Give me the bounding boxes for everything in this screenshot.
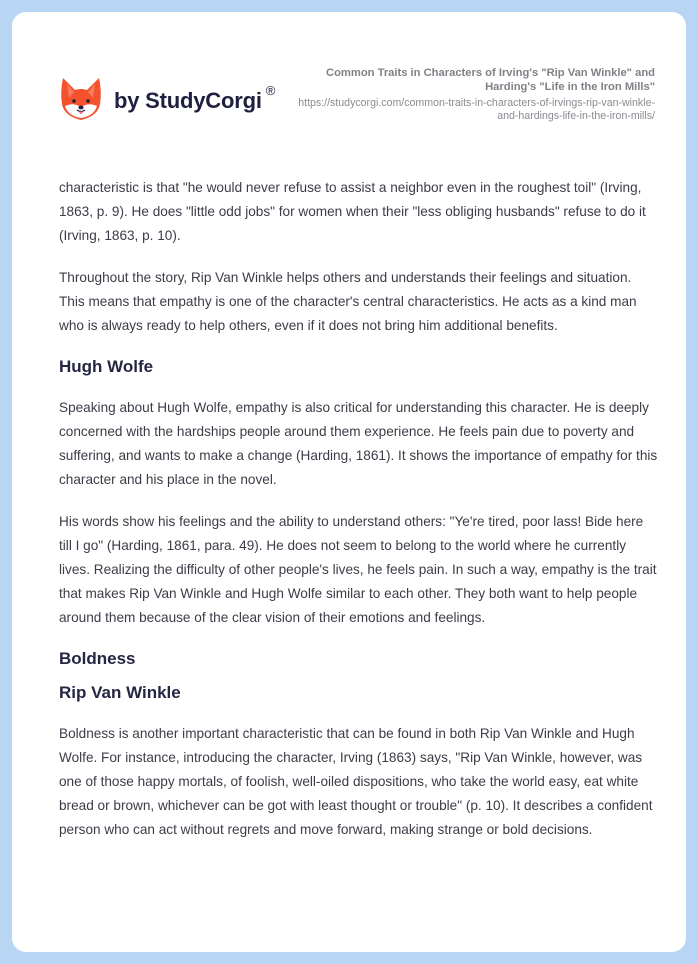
paragraph: Speaking about Hugh Wolfe, empathy is also critical for understanding this character. He is deeply concerned with the hardships people around them experience. He feels pain due to poverty and suffering, and wants to make a change (Harding, 1861). It shows the importance of empathy for this character and his place in the novel. [59,400,658,487]
paragraph: Throughout the story, Rip Van Winkle helps others and understands their feelings and situation. This means that empathy is one of the character's central characteristics. He acts as a kind man who is always ready to help others, even if it does not bring him additional benefits. [59,270,637,333]
document-meta [295,66,655,123]
section-heading-hugh-wolfe: Hugh Wolfe [59,357,154,376]
registered-mark: ® [265,82,276,98]
paragraph: characteristic is that "he would never refuse to assist a neighbor even in the roughest toil" (Irving, 1863, p. 9). He does "little odd jobs" for women when their "less obliging husbands" refuse to do it (Irving, 1863, p. 10). [59,180,646,243]
document-header [12,12,686,162]
document-body [59,176,659,860]
paragraph: Boldness is another important characteristic that can be found in both Rip Van Winkle and Hugh Wolfe. For instance, introducing the character, Irving (1863) says, "Rip Van Winkle, however, was one of those happy mortals, of foolish, well-oiled dispositions, who take the world easy, eat white bread or brown, whichever can be got with least thought or trouble" (p. 10). It describes a confident person who can act without regrets and move forward, making strange or bold decisions. [59,726,653,837]
corgi-logo-icon [60,76,102,122]
section-heading-rip-van-winkle: Rip Van Winkle [59,683,181,702]
document-title: Common Traits in Characters of Irving's "Rip Van Winkle" and Harding's "Life in the Iron Mills" [326,67,655,93]
paragraph: His words show his feelings and the ability to understand others: "Ye're tired, poor lass! Bide here till I go" (Harding, 1861, para. 49). He does not seem to belong to the world where he currently lives. Realizing the difficulty of other people's lives, he feels pain. In such a way, empathy is the trait that makes Rip Van Winkle and Hugh Wolfe similar to each other. They both want to help people around them because of the clear vision of their emotions and feelings. [59,514,657,625]
document-card [12,12,686,952]
studycorgi-logo[interactable] [60,76,275,122]
section-heading-boldness: Boldness [59,649,136,668]
document-url[interactable]: https://studycorgi.com/common-traits-in-characters-of-irvings-rip-van-winkle-and-hardings-life-in-the-iron-mills/ [298,97,655,122]
brand-name: by StudyCorgi [114,88,262,113]
